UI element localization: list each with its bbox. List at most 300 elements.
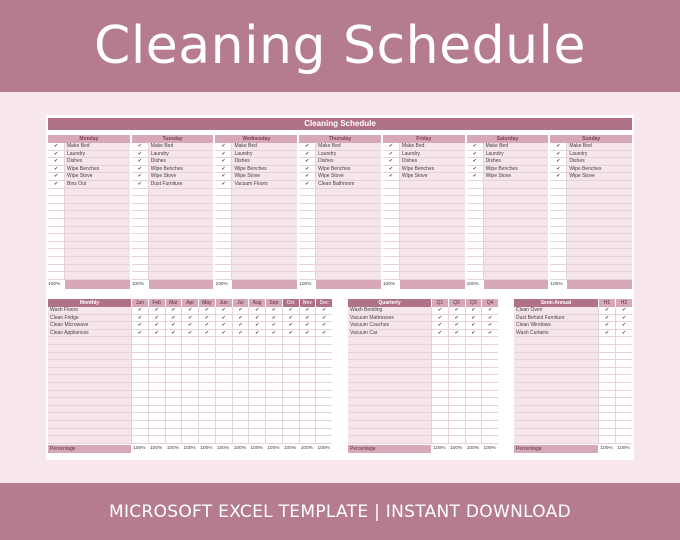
task-name[interactable] — [348, 413, 431, 420]
task-checkbox[interactable] — [299, 265, 316, 272]
task-checkbox[interactable] — [282, 337, 299, 344]
task-checkbox[interactable] — [550, 204, 567, 211]
task-name[interactable] — [316, 249, 381, 256]
task-checkbox[interactable] — [299, 234, 316, 241]
task-name[interactable]: Clean Microwave — [48, 322, 131, 329]
task-checkbox[interactable] — [132, 265, 149, 272]
task-checkbox[interactable] — [550, 242, 567, 249]
task-checkbox[interactable] — [448, 383, 465, 390]
task-name[interactable]: Wipe Benches — [232, 166, 297, 173]
task-checkbox[interactable] — [615, 337, 632, 344]
task-checkbox[interactable] — [383, 234, 400, 241]
task-checkbox[interactable] — [465, 421, 482, 428]
task-checkbox[interactable] — [131, 360, 148, 367]
task-checkbox[interactable] — [148, 436, 165, 443]
task-checkbox[interactable] — [481, 391, 498, 398]
task-checkbox[interactable] — [315, 429, 332, 436]
task-checkbox[interactable] — [615, 421, 632, 428]
task-checkbox[interactable] — [467, 211, 484, 218]
task-checkbox[interactable] — [248, 436, 265, 443]
task-name[interactable] — [149, 189, 214, 196]
task-name[interactable] — [65, 265, 130, 272]
task-name[interactable] — [484, 204, 549, 211]
task-name[interactable] — [65, 227, 130, 234]
task-checkbox[interactable]: ✔ — [165, 322, 182, 329]
task-checkbox[interactable] — [315, 398, 332, 405]
task-checkbox[interactable] — [48, 272, 65, 279]
task-checkbox[interactable] — [467, 257, 484, 264]
task-checkbox[interactable] — [315, 353, 332, 360]
task-checkbox[interactable]: ✔ — [48, 166, 65, 173]
task-checkbox[interactable] — [132, 211, 149, 218]
task-checkbox[interactable]: ✔ — [615, 322, 632, 329]
task-name[interactable]: Vacuum Car — [348, 330, 431, 337]
task-name[interactable] — [65, 249, 130, 256]
task-checkbox[interactable] — [465, 353, 482, 360]
task-checkbox[interactable]: ✔ — [48, 143, 65, 150]
task-checkbox[interactable]: ✔ — [467, 166, 484, 173]
task-checkbox[interactable] — [148, 383, 165, 390]
task-checkbox[interactable] — [48, 189, 65, 196]
task-checkbox[interactable] — [232, 353, 249, 360]
task-checkbox[interactable] — [248, 337, 265, 344]
task-checkbox[interactable] — [282, 436, 299, 443]
task-checkbox[interactable] — [467, 181, 484, 188]
task-checkbox[interactable]: ✔ — [282, 315, 299, 322]
task-checkbox[interactable] — [615, 398, 632, 405]
task-checkbox[interactable] — [299, 391, 316, 398]
task-checkbox[interactable] — [299, 189, 316, 196]
task-name[interactable] — [567, 227, 632, 234]
task-name[interactable] — [348, 398, 431, 405]
task-checkbox[interactable] — [215, 227, 232, 234]
task-name[interactable] — [232, 227, 297, 234]
task-checkbox[interactable] — [282, 345, 299, 352]
task-name[interactable]: Dust Furniture — [149, 181, 214, 188]
task-checkbox[interactable]: ✔ — [598, 330, 615, 337]
task-checkbox[interactable]: ✔ — [165, 307, 182, 314]
task-checkbox[interactable] — [550, 272, 567, 279]
task-checkbox[interactable] — [165, 413, 182, 420]
task-name[interactable] — [567, 196, 632, 203]
task-checkbox[interactable] — [282, 375, 299, 382]
task-checkbox[interactable] — [299, 368, 316, 375]
task-checkbox[interactable] — [383, 227, 400, 234]
task-checkbox[interactable] — [148, 429, 165, 436]
task-checkbox[interactable]: ✔ — [48, 158, 65, 165]
task-checkbox[interactable] — [265, 383, 282, 390]
task-checkbox[interactable] — [431, 436, 448, 443]
task-checkbox[interactable] — [550, 227, 567, 234]
task-checkbox[interactable] — [383, 189, 400, 196]
task-checkbox[interactable] — [598, 413, 615, 420]
task-checkbox[interactable] — [232, 391, 249, 398]
task-name[interactable] — [348, 436, 431, 443]
task-name[interactable] — [400, 211, 465, 218]
task-checkbox[interactable] — [481, 421, 498, 428]
task-name[interactable] — [400, 181, 465, 188]
task-checkbox[interactable]: ✔ — [431, 307, 448, 314]
task-checkbox[interactable] — [467, 234, 484, 241]
task-checkbox[interactable] — [181, 391, 198, 398]
task-checkbox[interactable] — [165, 391, 182, 398]
task-name[interactable] — [316, 257, 381, 264]
task-checkbox[interactable] — [181, 421, 198, 428]
task-checkbox[interactable] — [465, 429, 482, 436]
task-checkbox[interactable] — [299, 196, 316, 203]
task-name[interactable] — [48, 375, 131, 382]
task-checkbox[interactable] — [132, 242, 149, 249]
task-checkbox[interactable] — [467, 196, 484, 203]
task-checkbox[interactable] — [165, 421, 182, 428]
task-checkbox[interactable] — [299, 375, 316, 382]
task-name[interactable]: Dishes — [65, 158, 130, 165]
task-checkbox[interactable] — [215, 265, 232, 272]
task-name[interactable]: Wipe Stove — [65, 173, 130, 180]
task-name[interactable]: Wipe Benches — [567, 166, 632, 173]
task-checkbox[interactable]: ✔ — [282, 322, 299, 329]
task-checkbox[interactable] — [215, 391, 232, 398]
task-name[interactable] — [48, 368, 131, 375]
task-checkbox[interactable] — [165, 353, 182, 360]
task-checkbox[interactable]: ✔ — [165, 315, 182, 322]
task-name[interactable] — [348, 383, 431, 390]
task-checkbox[interactable] — [481, 368, 498, 375]
task-name[interactable]: Make Bed — [149, 143, 214, 150]
task-checkbox[interactable] — [598, 391, 615, 398]
task-checkbox[interactable] — [215, 204, 232, 211]
task-checkbox[interactable] — [448, 353, 465, 360]
task-checkbox[interactable]: ✔ — [198, 315, 215, 322]
task-name[interactable]: Vacuum Couches — [348, 322, 431, 329]
task-checkbox[interactable]: ✔ — [315, 307, 332, 314]
task-checkbox[interactable] — [383, 211, 400, 218]
task-checkbox[interactable]: ✔ — [265, 315, 282, 322]
task-checkbox[interactable]: ✔ — [132, 151, 149, 158]
task-checkbox[interactable] — [215, 196, 232, 203]
task-checkbox[interactable] — [383, 219, 400, 226]
task-checkbox[interactable] — [282, 421, 299, 428]
task-checkbox[interactable] — [315, 436, 332, 443]
task-checkbox[interactable]: ✔ — [615, 330, 632, 337]
task-checkbox[interactable] — [198, 368, 215, 375]
task-name[interactable] — [514, 413, 598, 420]
task-checkbox[interactable] — [448, 398, 465, 405]
task-checkbox[interactable] — [181, 360, 198, 367]
task-checkbox[interactable] — [198, 353, 215, 360]
task-checkbox[interactable] — [467, 227, 484, 234]
task-checkbox[interactable] — [248, 345, 265, 352]
task-checkbox[interactable] — [132, 234, 149, 241]
task-checkbox[interactable] — [181, 353, 198, 360]
task-checkbox[interactable]: ✔ — [215, 166, 232, 173]
task-checkbox[interactable] — [198, 383, 215, 390]
task-checkbox[interactable] — [431, 429, 448, 436]
task-checkbox[interactable]: ✔ — [48, 181, 65, 188]
task-checkbox[interactable] — [165, 406, 182, 413]
task-checkbox[interactable]: ✔ — [299, 151, 316, 158]
task-checkbox[interactable] — [615, 360, 632, 367]
task-checkbox[interactable] — [299, 360, 316, 367]
task-name[interactable] — [484, 211, 549, 218]
task-checkbox[interactable] — [198, 406, 215, 413]
task-checkbox[interactable] — [467, 189, 484, 196]
task-checkbox[interactable] — [598, 406, 615, 413]
task-checkbox[interactable] — [165, 383, 182, 390]
task-checkbox[interactable]: ✔ — [448, 307, 465, 314]
task-checkbox[interactable] — [215, 219, 232, 226]
task-checkbox[interactable]: ✔ — [465, 330, 482, 337]
task-name[interactable] — [48, 421, 131, 428]
task-checkbox[interactable]: ✔ — [165, 330, 182, 337]
task-checkbox[interactable] — [315, 345, 332, 352]
task-name[interactable]: Vacuum Mattresses — [348, 315, 431, 322]
task-checkbox[interactable] — [232, 436, 249, 443]
task-checkbox[interactable] — [431, 383, 448, 390]
task-checkbox[interactable] — [131, 383, 148, 390]
task-checkbox[interactable] — [467, 204, 484, 211]
task-checkbox[interactable] — [265, 429, 282, 436]
task-checkbox[interactable] — [481, 337, 498, 344]
task-checkbox[interactable] — [383, 249, 400, 256]
task-name[interactable] — [348, 406, 431, 413]
task-name[interactable] — [48, 398, 131, 405]
task-checkbox[interactable]: ✔ — [299, 143, 316, 150]
task-name[interactable] — [149, 234, 214, 241]
task-checkbox[interactable] — [48, 257, 65, 264]
task-checkbox[interactable] — [181, 413, 198, 420]
task-checkbox[interactable] — [315, 406, 332, 413]
task-checkbox[interactable] — [431, 337, 448, 344]
task-name[interactable]: Vacuum Floors — [232, 181, 297, 188]
task-checkbox[interactable]: ✔ — [550, 143, 567, 150]
task-checkbox[interactable] — [467, 242, 484, 249]
task-name[interactable] — [65, 242, 130, 249]
task-checkbox[interactable] — [48, 249, 65, 256]
task-checkbox[interactable] — [465, 375, 482, 382]
task-checkbox[interactable] — [615, 406, 632, 413]
task-checkbox[interactable] — [48, 242, 65, 249]
task-checkbox[interactable] — [615, 436, 632, 443]
task-checkbox[interactable]: ✔ — [131, 322, 148, 329]
task-checkbox[interactable] — [131, 406, 148, 413]
task-checkbox[interactable] — [232, 406, 249, 413]
task-name[interactable] — [484, 257, 549, 264]
task-checkbox[interactable] — [181, 406, 198, 413]
task-name[interactable] — [514, 345, 598, 352]
task-name[interactable] — [316, 242, 381, 249]
task-checkbox[interactable] — [299, 219, 316, 226]
task-checkbox[interactable]: ✔ — [48, 173, 65, 180]
task-name[interactable] — [348, 368, 431, 375]
task-checkbox[interactable] — [131, 413, 148, 420]
task-checkbox[interactable]: ✔ — [598, 322, 615, 329]
task-checkbox[interactable]: ✔ — [148, 322, 165, 329]
task-checkbox[interactable]: ✔ — [431, 315, 448, 322]
task-checkbox[interactable] — [232, 413, 249, 420]
task-name[interactable] — [400, 265, 465, 272]
task-checkbox[interactable] — [315, 421, 332, 428]
task-name[interactable]: Wipe Stove — [484, 173, 549, 180]
task-checkbox[interactable] — [131, 337, 148, 344]
task-checkbox[interactable]: ✔ — [181, 330, 198, 337]
task-checkbox[interactable] — [299, 345, 316, 352]
task-checkbox[interactable] — [215, 429, 232, 436]
task-checkbox[interactable] — [215, 368, 232, 375]
task-checkbox[interactable] — [431, 421, 448, 428]
task-name[interactable] — [567, 189, 632, 196]
task-checkbox[interactable] — [315, 413, 332, 420]
task-name[interactable]: Dishes — [567, 158, 632, 165]
task-name[interactable] — [149, 265, 214, 272]
task-name[interactable] — [400, 204, 465, 211]
task-checkbox[interactable] — [215, 436, 232, 443]
task-checkbox[interactable]: ✔ — [181, 315, 198, 322]
task-checkbox[interactable] — [131, 368, 148, 375]
task-checkbox[interactable]: ✔ — [299, 173, 316, 180]
task-name[interactable]: Make Bed — [400, 143, 465, 150]
task-checkbox[interactable]: ✔ — [265, 322, 282, 329]
task-checkbox[interactable] — [232, 429, 249, 436]
task-name[interactable] — [400, 227, 465, 234]
task-checkbox[interactable] — [315, 368, 332, 375]
task-checkbox[interactable] — [615, 345, 632, 352]
task-checkbox[interactable]: ✔ — [383, 166, 400, 173]
task-name[interactable] — [232, 204, 297, 211]
task-name[interactable]: Laundry — [400, 151, 465, 158]
task-checkbox[interactable] — [615, 383, 632, 390]
task-checkbox[interactable] — [598, 368, 615, 375]
task-checkbox[interactable] — [48, 227, 65, 234]
task-checkbox[interactable] — [448, 429, 465, 436]
task-name[interactable] — [316, 204, 381, 211]
task-checkbox[interactable]: ✔ — [215, 307, 232, 314]
task-checkbox[interactable] — [48, 219, 65, 226]
task-checkbox[interactable]: ✔ — [481, 307, 498, 314]
task-checkbox[interactable] — [148, 398, 165, 405]
task-checkbox[interactable] — [383, 242, 400, 249]
task-checkbox[interactable]: ✔ — [383, 151, 400, 158]
task-checkbox[interactable] — [215, 383, 232, 390]
task-name[interactable]: Wipe Stove — [316, 173, 381, 180]
task-checkbox[interactable] — [215, 375, 232, 382]
task-checkbox[interactable] — [215, 337, 232, 344]
task-checkbox[interactable] — [465, 360, 482, 367]
task-checkbox[interactable]: ✔ — [198, 322, 215, 329]
task-checkbox[interactable] — [465, 436, 482, 443]
task-name[interactable] — [232, 242, 297, 249]
task-checkbox[interactable]: ✔ — [215, 330, 232, 337]
task-checkbox[interactable] — [148, 413, 165, 420]
task-checkbox[interactable] — [148, 360, 165, 367]
task-checkbox[interactable] — [481, 406, 498, 413]
task-checkbox[interactable] — [550, 211, 567, 218]
task-checkbox[interactable] — [232, 375, 249, 382]
task-checkbox[interactable] — [431, 353, 448, 360]
task-name[interactable] — [484, 249, 549, 256]
task-checkbox[interactable] — [550, 265, 567, 272]
task-checkbox[interactable] — [299, 242, 316, 249]
task-name[interactable]: Make Bed — [65, 143, 130, 150]
task-name[interactable] — [316, 265, 381, 272]
task-checkbox[interactable] — [465, 337, 482, 344]
task-checkbox[interactable] — [148, 345, 165, 352]
task-checkbox[interactable] — [465, 383, 482, 390]
task-checkbox[interactable] — [282, 353, 299, 360]
task-checkbox[interactable] — [215, 242, 232, 249]
task-name[interactable] — [567, 219, 632, 226]
task-checkbox[interactable] — [465, 368, 482, 375]
task-checkbox[interactable] — [131, 391, 148, 398]
task-checkbox[interactable] — [299, 436, 316, 443]
task-checkbox[interactable]: ✔ — [248, 322, 265, 329]
task-checkbox[interactable]: ✔ — [299, 181, 316, 188]
task-name[interactable]: Make Bed — [484, 143, 549, 150]
task-name[interactable] — [316, 219, 381, 226]
task-checkbox[interactable]: ✔ — [148, 315, 165, 322]
task-checkbox[interactable] — [198, 391, 215, 398]
task-name[interactable] — [567, 257, 632, 264]
task-checkbox[interactable] — [481, 375, 498, 382]
task-checkbox[interactable] — [215, 345, 232, 352]
task-name[interactable] — [48, 436, 131, 443]
task-checkbox[interactable]: ✔ — [467, 143, 484, 150]
task-checkbox[interactable] — [232, 360, 249, 367]
task-checkbox[interactable] — [467, 219, 484, 226]
task-checkbox[interactable] — [131, 429, 148, 436]
task-checkbox[interactable] — [265, 368, 282, 375]
task-checkbox[interactable] — [265, 406, 282, 413]
task-name[interactable] — [232, 249, 297, 256]
task-checkbox[interactable] — [465, 406, 482, 413]
task-checkbox[interactable] — [431, 391, 448, 398]
task-checkbox[interactable] — [165, 398, 182, 405]
task-checkbox[interactable] — [282, 391, 299, 398]
task-checkbox[interactable] — [215, 234, 232, 241]
task-checkbox[interactable]: ✔ — [448, 330, 465, 337]
task-checkbox[interactable] — [467, 272, 484, 279]
task-checkbox[interactable] — [615, 429, 632, 436]
task-checkbox[interactable]: ✔ — [132, 158, 149, 165]
task-name[interactable] — [232, 265, 297, 272]
task-checkbox[interactable] — [282, 360, 299, 367]
task-name[interactable] — [149, 257, 214, 264]
task-name[interactable] — [149, 249, 214, 256]
task-checkbox[interactable] — [383, 257, 400, 264]
task-name[interactable]: Dishes — [316, 158, 381, 165]
task-checkbox[interactable] — [165, 436, 182, 443]
task-checkbox[interactable] — [131, 375, 148, 382]
task-checkbox[interactable] — [299, 406, 316, 413]
task-name[interactable] — [400, 234, 465, 241]
task-checkbox[interactable] — [431, 375, 448, 382]
task-name[interactable] — [48, 345, 131, 352]
task-checkbox[interactable] — [131, 421, 148, 428]
task-checkbox[interactable]: ✔ — [132, 181, 149, 188]
task-checkbox[interactable] — [598, 383, 615, 390]
task-checkbox[interactable] — [615, 353, 632, 360]
task-checkbox[interactable] — [248, 391, 265, 398]
task-checkbox[interactable] — [550, 257, 567, 264]
task-checkbox[interactable] — [265, 360, 282, 367]
task-checkbox[interactable] — [383, 181, 400, 188]
task-checkbox[interactable] — [198, 413, 215, 420]
task-name[interactable]: Clean Fridge — [48, 315, 131, 322]
task-checkbox[interactable]: ✔ — [232, 322, 249, 329]
task-checkbox[interactable] — [198, 436, 215, 443]
task-checkbox[interactable]: ✔ — [131, 307, 148, 314]
task-name[interactable]: Wash Floors — [48, 307, 131, 314]
